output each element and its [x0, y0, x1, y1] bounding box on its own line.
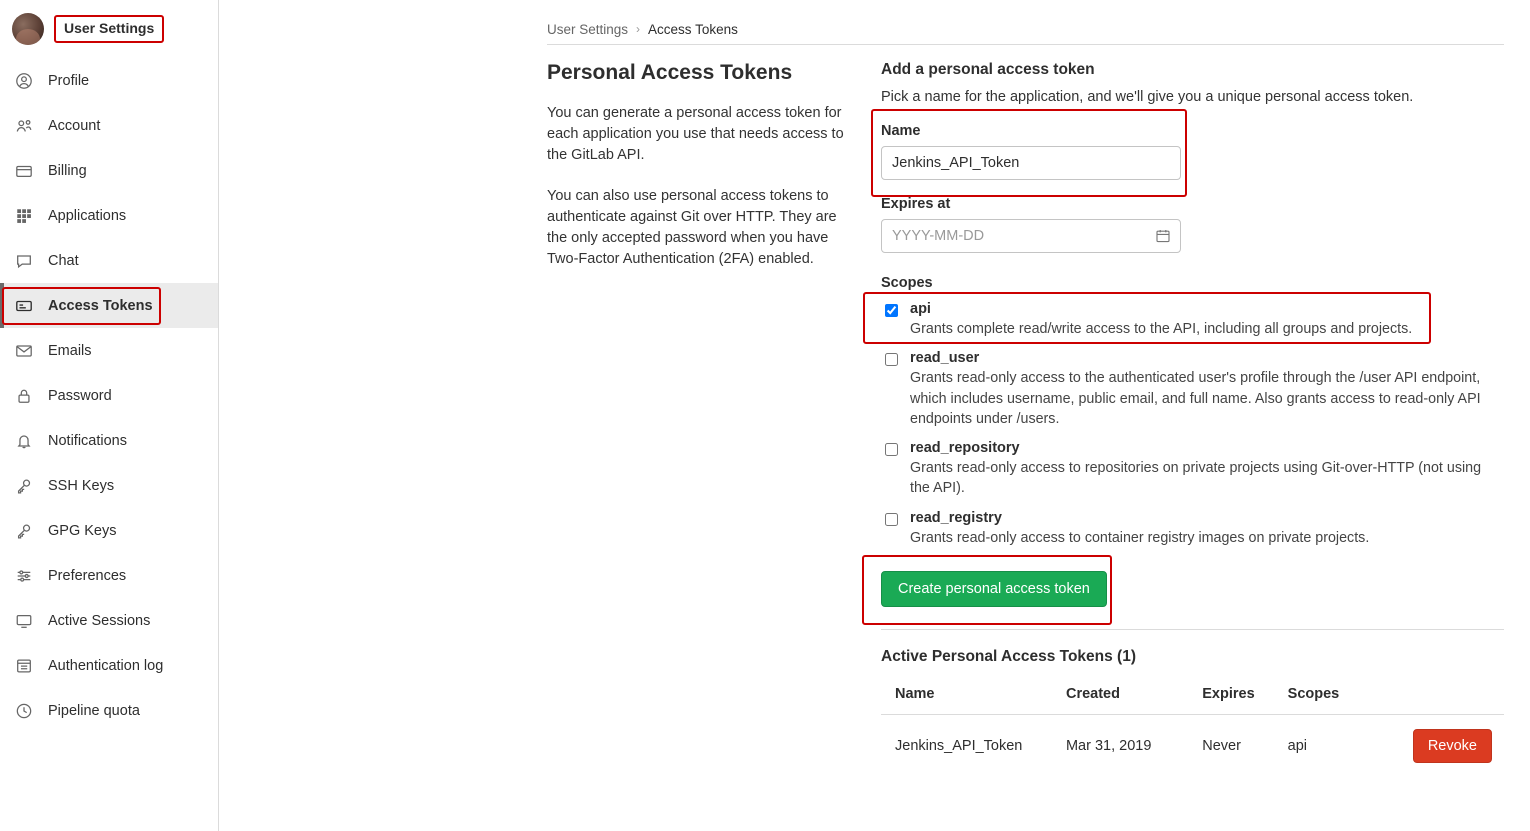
sidebar-item-applications[interactable]	[0, 193, 218, 238]
scopes-label: Scopes	[881, 275, 933, 291]
token-card-icon	[14, 296, 34, 316]
sidebar-item-profile[interactable]	[0, 58, 218, 103]
sidebar-item-label: Notifications	[48, 432, 127, 449]
token-form-column	[881, 61, 1504, 777]
scope-name: read_repository	[910, 440, 1020, 457]
sidebar-item-label: Billing	[48, 162, 87, 179]
sidebar-item-label: Authentication log	[48, 657, 164, 674]
sidebar-title: User Settings	[54, 15, 164, 42]
scope-description: Grants read-only access to container registry images on private projects.	[910, 529, 1370, 546]
name-field-group	[881, 123, 1504, 180]
breadcrumb	[219, 0, 1530, 44]
sidebar-item-label: Account	[48, 117, 101, 134]
scope-checkbox-api[interactable]	[885, 304, 898, 317]
content-columns	[219, 45, 1530, 777]
sidebar-nav	[0, 58, 218, 733]
user-circle-icon	[14, 71, 34, 91]
intro-paragraph-1: You can generate a personal access token for each application you use that needs access to the GitLab API.	[547, 105, 844, 164]
cell-token-actions	[1399, 715, 1504, 778]
sidebar-item-preferences[interactable]	[0, 553, 218, 598]
sidebar-item-account[interactable]	[0, 103, 218, 148]
breadcrumb-root[interactable]: User Settings	[547, 21, 629, 37]
breadcrumb-separator-icon: ›	[636, 22, 641, 36]
active-tokens-table	[881, 680, 1504, 777]
sidebar-item-gpg-keys[interactable]	[0, 508, 218, 553]
intro-paragraph-2: You can also use personal access tokens to authenticate against Git over HTTP. They are the only accepted password when you have Two-Factor Authentication (2FA) enabled.	[547, 188, 837, 268]
submit-area	[881, 571, 1107, 607]
sidebar-item-label: Applications	[48, 207, 127, 224]
intro-column	[547, 61, 847, 777]
sidebar-item-label: Password	[48, 387, 112, 404]
clock-icon	[14, 701, 34, 721]
scope-name: api	[910, 301, 931, 317]
scope-description: Grants read-only access to the authenticated user's profile through the /user API endpoint, which includes username, public email, and full name. Also grants access to read-only API endpoints under /users.	[910, 370, 1481, 427]
sidebar-item-ssh-keys[interactable]	[0, 463, 218, 508]
sidebar-item-label: Chat	[48, 252, 79, 269]
cell-token-created: Mar 31, 2019	[1065, 738, 1152, 755]
key-icon	[14, 521, 34, 541]
avatar[interactable]	[12, 13, 44, 45]
sidebar-item-access-tokens[interactable]	[0, 283, 218, 328]
sidebar-item-active-sessions[interactable]	[0, 598, 218, 643]
form-lead: Pick a name for the application, and we'll give you a unique personal access token.	[881, 89, 1414, 105]
cell-token-expires: Never	[1202, 738, 1241, 755]
sidebar-item-emails[interactable]	[0, 328, 218, 373]
sidebar-item-authentication-log[interactable]	[0, 643, 218, 688]
scope-checkbox-read-repository[interactable]	[885, 443, 898, 456]
scope-name: read_user	[910, 350, 980, 367]
envelope-icon	[14, 341, 34, 361]
scope-row-read-user	[881, 350, 1504, 429]
create-personal-access-token-button[interactable]: Create personal access token	[881, 571, 1107, 607]
page-title: Personal Access Tokens	[547, 61, 793, 84]
sidebar-item-label: Preferences	[48, 567, 127, 584]
column-header-expires: Expires	[1188, 680, 1273, 715]
monitor-icon	[14, 611, 34, 631]
sidebar-item-billing[interactable]	[0, 148, 218, 193]
breadcrumb-current: Access Tokens	[648, 21, 738, 37]
scope-description: Grants complete read/write access to the API, including all groups and projects.	[910, 321, 1413, 337]
scope-row-api	[881, 301, 1504, 339]
column-header-scopes: Scopes	[1274, 680, 1399, 715]
column-header-actions	[1399, 680, 1504, 715]
sidebar-item-notifications[interactable]	[0, 418, 218, 463]
table-row	[881, 715, 1504, 778]
scope-name: read_registry	[910, 509, 1002, 526]
sidebar-item-chat[interactable]	[0, 238, 218, 283]
tokens-section-divider	[881, 629, 1504, 630]
sidebar-item-label: Pipeline quota	[48, 702, 140, 719]
token-name-input[interactable]	[881, 146, 1181, 180]
expires-field-group	[881, 196, 1504, 253]
sidebar-item-pipeline-quota[interactable]	[0, 688, 218, 733]
sliders-icon	[14, 566, 34, 586]
account-icon	[14, 116, 34, 136]
form-title: Add a personal access token	[881, 61, 1095, 78]
lock-icon	[14, 386, 34, 406]
key-icon	[14, 476, 34, 496]
sidebar-header	[0, 0, 218, 58]
bell-icon	[14, 431, 34, 451]
expires-label: Expires at	[881, 196, 951, 212]
cell-token-scopes: api	[1287, 738, 1308, 755]
sidebar-item-label: Emails	[48, 342, 92, 359]
main-content	[219, 0, 1530, 831]
name-label: Name	[881, 123, 921, 139]
scope-checkbox-read-registry[interactable]	[885, 513, 898, 526]
sidebar	[0, 0, 219, 831]
table-header-row	[881, 680, 1504, 715]
list-log-icon	[14, 656, 34, 676]
scope-row-read-repository	[881, 440, 1504, 499]
scope-row-read-registry	[881, 510, 1504, 548]
column-header-created: Created	[1052, 680, 1188, 715]
chat-bubble-icon	[14, 251, 34, 271]
cell-token-name: Jenkins_API_Token	[895, 738, 1023, 755]
expires-at-input[interactable]	[881, 219, 1181, 253]
sidebar-item-label: GPG Keys	[48, 522, 117, 539]
scope-checkbox-read-user[interactable]	[885, 353, 898, 366]
column-header-name: Name	[881, 680, 1052, 715]
sidebar-item-label: Active Sessions	[48, 612, 151, 629]
active-tokens-title: Active Personal Access Tokens (1)	[881, 648, 1137, 666]
sidebar-item-label: Profile	[48, 72, 90, 89]
sidebar-item-password[interactable]	[0, 373, 218, 418]
scope-description: Grants read-only access to repositories on private projects using Git-over-HTTP (not using the API).	[910, 460, 1482, 497]
credit-card-icon	[14, 161, 34, 181]
sidebar-item-label: SSH Keys	[48, 477, 115, 494]
sidebar-item-label: Access Tokens	[48, 297, 153, 314]
grid-apps-icon	[14, 206, 34, 226]
revoke-button[interactable]: Revoke	[1413, 729, 1492, 763]
